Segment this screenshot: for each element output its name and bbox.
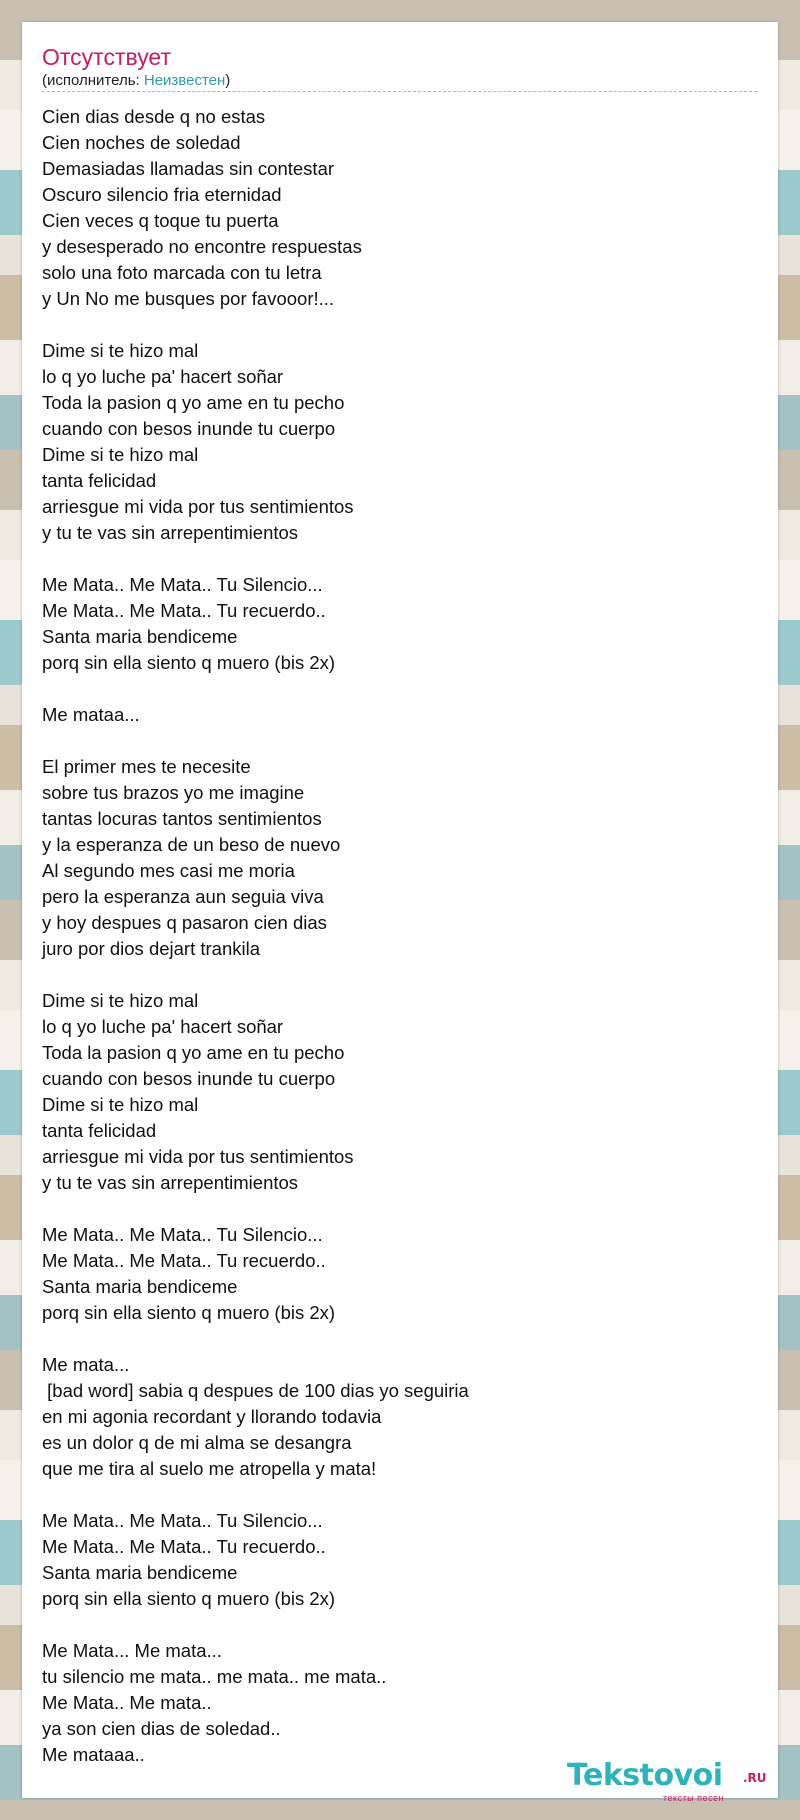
artist-prefix: (исполнитель: (42, 72, 144, 89)
lyrics-line: pero la esperanza aun seguia viva (42, 886, 324, 907)
lyrics-line: Me Mata... Me mata... (42, 1640, 222, 1661)
lyrics-line: y tu te vas sin arrepentimientos (42, 1172, 299, 1193)
lyrics-line: lo q yo luche pa' hacert soñar (42, 1016, 284, 1037)
lyrics-blank-line (42, 1612, 757, 1638)
artist-link[interactable]: Неизвестен (143, 72, 226, 89)
lyrics-line: [bad word] sabia q despues de 100 dias yo seguiria (42, 1380, 469, 1401)
lyrics-line: que me tira al suelo me atropella y mata! (42, 1458, 377, 1479)
artist-line (42, 72, 757, 90)
lyrics-line: Dime si te hizo mal (42, 340, 199, 361)
lyrics-line: Me Mata.. Me Mata.. Tu Silencio... (42, 574, 323, 595)
lyrics-line: sobre tus brazos yo me imagine (42, 782, 305, 803)
lyrics-line: Toda la pasion q yo ame en tu pecho (42, 1042, 345, 1063)
lyrics-line: cuando con besos inunde tu cuerpo (42, 418, 336, 439)
lyrics-line: Me Mata.. Me Mata.. Tu recuerdo.. (42, 1536, 326, 1557)
lyrics-line: solo una foto marcada con tu letra (42, 262, 322, 283)
lyrics-line: Me Mata.. Me Mata.. Tu Silencio... (42, 1510, 323, 1531)
lyrics-blank-line (42, 546, 757, 572)
lyrics-line: Me Mata.. Me Mata.. Tu recuerdo.. (42, 1250, 326, 1271)
lyrics-line: Dime si te hizo mal (42, 444, 199, 465)
lyrics-line: porq sin ella siento q muero (bis 2x) (42, 1302, 336, 1323)
lyrics-line: y Un No me busques por favooor!... (42, 288, 335, 309)
lyrics-line: Me Mata.. Me mata.. (42, 1692, 212, 1713)
lyrics-blank-line (42, 728, 757, 754)
lyrics-line: cuando con besos inunde tu cuerpo (42, 1068, 336, 1089)
lyrics-blank-line (42, 1196, 757, 1222)
lyrics-line: Santa maria bendiceme (42, 626, 238, 647)
lyrics-line: Me Mata.. Me Mata.. Tu Silencio... (42, 1224, 323, 1245)
song-title: Отсутствует (42, 44, 171, 70)
site-logo[interactable] (567, 1759, 767, 1807)
artist-suffix: ) (225, 72, 231, 89)
lyrics-line: en mi agonia recordant y llorando todavia (42, 1406, 382, 1427)
lyrics-blank-line (42, 1482, 757, 1508)
lyrics-line: Cien dias desde q no estas (42, 106, 266, 127)
lyrics-line: y desesperado no encontre respuestas (42, 236, 362, 257)
lyrics-line: Dime si te hizo mal (42, 1094, 199, 1115)
lyrics-line: Toda la pasion q yo ame en tu pecho (42, 392, 345, 413)
lyrics-blank-line (42, 676, 757, 702)
lyrics-line: ya son cien dias de soledad.. (42, 1718, 281, 1739)
logo-tagline: тексты песен (663, 1793, 725, 1803)
lyrics-line: Cien noches de soledad (42, 132, 241, 153)
lyrics-line: Santa maria bendiceme (42, 1562, 238, 1583)
logo-tld: .RU (743, 1771, 767, 1785)
lyrics-card (22, 22, 778, 1803)
lyrics-line: Oscuro silencio fria eternidad (42, 184, 282, 205)
lyrics-line: lo q yo luche pa' hacert soñar (42, 366, 284, 387)
lyrics-body (42, 104, 757, 1768)
lyrics-line: El primer mes te necesite (42, 756, 251, 777)
lyrics-line: Dime si te hizo mal (42, 990, 199, 1011)
lyrics-line: Al segundo mes casi me moria (42, 860, 295, 881)
lyrics-line: arriesgue mi vida por tus sentimientos (42, 1146, 354, 1167)
song-header (42, 42, 757, 92)
lyrics-line: Me mataaa.. (42, 1744, 145, 1765)
lyrics-line: y la esperanza de un beso de nuevo (42, 834, 341, 855)
lyrics-blank-line (42, 312, 757, 338)
lyrics-line: tu silencio me mata.. me mata.. me mata.. (42, 1666, 387, 1687)
lyrics-line: Cien veces q toque tu puerta (42, 210, 279, 231)
lyrics-blank-line (42, 1326, 757, 1352)
lyrics-blank-line (42, 962, 757, 988)
lyrics-line: porq sin ella siento q muero (bis 2x) (42, 652, 336, 673)
lyrics-line: arriesgue mi vida por tus sentimientos (42, 496, 354, 517)
lyrics-line: tantas locuras tantos sentimientos (42, 808, 322, 829)
lyrics-line: es un dolor q de mi alma se desangra (42, 1432, 352, 1453)
lyrics-line: Santa maria bendiceme (42, 1276, 238, 1297)
lyrics-line: juro por dios dejart trankila (42, 938, 260, 959)
lyrics-line: Demasiadas llamadas sin contestar (42, 158, 335, 179)
lyrics-line: tanta felicidad (42, 470, 157, 491)
lyrics-line: y hoy despues q pasaron cien dias (42, 912, 327, 933)
lyrics-line: tanta felicidad (42, 1120, 157, 1141)
lyrics-line: y tu te vas sin arrepentimientos (42, 522, 299, 543)
lyrics-line: Me mata... (42, 1354, 130, 1375)
logo-name: Tekstovoi (567, 1758, 723, 1793)
lyrics-line: Me mataa... (42, 704, 140, 725)
lyrics-line: porq sin ella siento q muero (bis 2x) (42, 1588, 336, 1609)
lyrics-line: Me Mata.. Me Mata.. Tu recuerdo.. (42, 600, 326, 621)
